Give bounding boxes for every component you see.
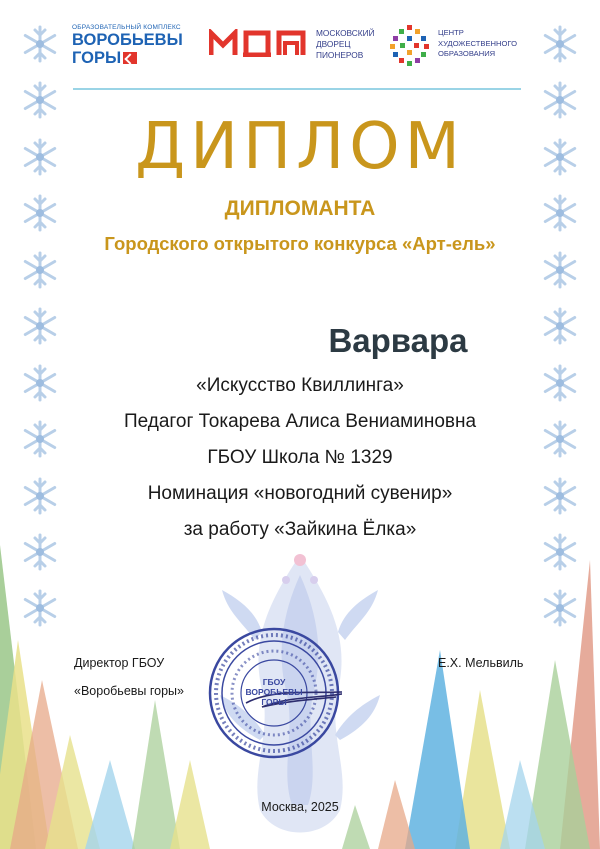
center-line2: ХУДОЖЕСТВЕННОГО <box>438 38 517 48</box>
snowflake-icon <box>20 588 60 628</box>
logo-caption: ОБРАЗОВАТЕЛЬНЫЙ КОМПЛЕКС <box>72 24 181 31</box>
place-year: Москва, 2025 <box>261 800 339 814</box>
stamp-line3: ГОРЫ <box>261 697 287 707</box>
signer-name: Е.Х. Мельвиль <box>438 656 524 670</box>
work-line: за работу «Зайкина Ёлка» <box>183 519 417 540</box>
stamp-line2: ВОРОБЬЕВЫ <box>245 687 303 697</box>
header-divider <box>73 88 521 90</box>
snowflake-icon <box>540 250 580 290</box>
stamp-line1: ГБОУ <box>262 677 286 687</box>
logo-name-line2: ГОРЫ <box>72 49 122 67</box>
contest-name: Городского открытого конкурса «Арт-ель» <box>104 233 496 254</box>
mdp-line3: ПИОНЕРОВ <box>316 50 364 60</box>
mdp-line2: ДВОРЕЦ <box>316 39 351 49</box>
nomination-line: Номинация «новогодний сувенир» <box>147 483 453 504</box>
center-emblem-icon <box>387 23 433 67</box>
center-line1: ЦЕНТР <box>438 28 464 37</box>
snowflake-icon <box>540 588 580 628</box>
logo-mark-icon <box>123 52 137 64</box>
moscow-palace-logo <box>209 27 374 65</box>
snowflake-icon <box>20 24 60 64</box>
director-organization: «Воробьевы горы» <box>74 684 184 698</box>
diploma-subtitle: ДИПЛОМАНТА <box>224 197 376 220</box>
recipient-name: Варвара <box>328 322 468 359</box>
mdp-line1: МОСКОВСКИЙ <box>316 28 375 38</box>
vorobyovy-gory-logo <box>72 24 184 67</box>
center-line3: ОБРАЗОВАНИЯ <box>438 49 496 58</box>
mdp-emblem-icon <box>209 29 309 57</box>
snowflake-icon <box>540 24 580 64</box>
school-line: ГБОУ Школа № 1329 <box>207 447 393 468</box>
director-title: Директор ГБОУ <box>74 656 165 670</box>
teacher-line: Педагог Токарева Алиса Вениаминовна <box>123 411 477 432</box>
snowflake-icon <box>20 250 60 290</box>
logo-name-line1: ВОРОБЬЕВЫ <box>72 31 183 49</box>
studio-line: «Искусство Квиллинга» <box>196 375 404 396</box>
official-stamp <box>206 625 342 761</box>
snowflake-icon <box>540 306 580 346</box>
snowflake-icon <box>20 306 60 346</box>
diploma-title: ДИПЛОМ <box>135 110 465 184</box>
art-education-center-logo <box>387 23 517 67</box>
